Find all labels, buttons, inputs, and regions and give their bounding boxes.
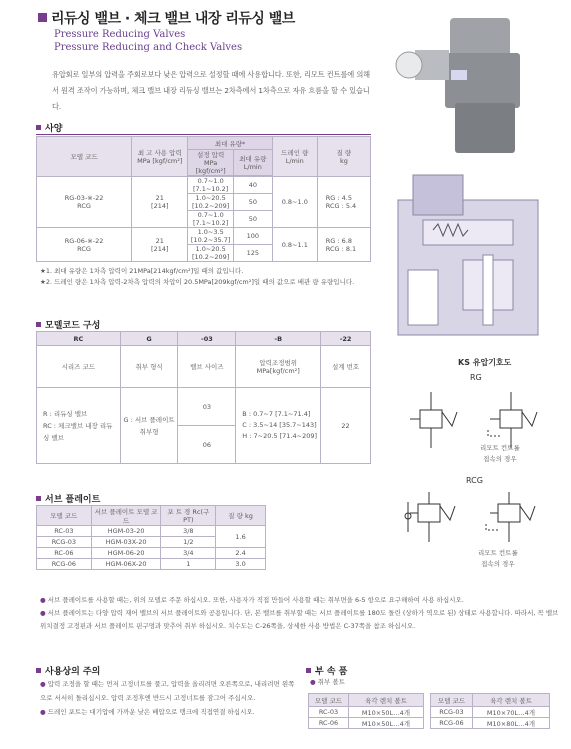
mc-label-range: 압력조정범위 MPa[kgf/cm²]: [236, 346, 321, 388]
bullet-icon: ●: [310, 678, 318, 686]
mc-size-06: 06: [178, 426, 236, 464]
spec-row1-pressure-kgf: [214]: [151, 202, 169, 210]
spec-row2-weight: [317, 228, 370, 262]
spec-row1-weight-rg: RG : 4.5: [325, 194, 352, 202]
section-square-icon: [36, 125, 41, 130]
acc-right-row2-model: RCG-06: [431, 718, 473, 729]
acc-left-header-bolt: 육각 렌치 볼트: [349, 694, 424, 707]
sp-row1-port: 3/8: [161, 526, 216, 537]
caution-title-text: 사용상의 주의: [45, 667, 101, 677]
spec-header-pressure-unit: MPa [kgf/cm²]: [137, 157, 183, 165]
subplate-notes: [40, 594, 560, 633]
spec-header-maxflow: [188, 137, 272, 150]
acc-left-row2-bolt: M10×50L…4개: [349, 718, 424, 729]
acc-left-row1-bolt: M10×50L…4개: [349, 707, 424, 718]
spec-header-setpressure: 설정 압력 MPa [kgf/cm²]: [188, 150, 233, 176]
bullet-icon: ●: [40, 596, 48, 604]
mc-code-mount: G: [120, 332, 178, 346]
spec-note-2: ★2. 드레인 량은 1차측 압력-2차측 압력의 차압이 20.5MPa[209kgf/cm²]일 때의 값으로 배관 량 유량입니다.: [40, 278, 355, 286]
spec-row1-drain: 0.8~1.0: [272, 177, 317, 228]
spec-row2-drain: 0.8~1.1: [272, 228, 317, 262]
acc-right-header-model: 모델 코드: [431, 694, 473, 707]
modelcode-title-text: 모델코드 구성: [45, 321, 101, 331]
spec-header-maxflow-label: 최대 유량: [214, 139, 243, 148]
modelcode-section-title: [36, 318, 100, 331]
mc-code-design: -22: [321, 332, 371, 346]
accessories-title-text: 부 속 품: [315, 667, 348, 677]
mc-mount-value: G : 서브 플레이트 취부형: [120, 388, 178, 464]
mc-label-series: 시리즈 코드: [37, 346, 121, 388]
spec-header-weight-label: 질 량: [336, 149, 352, 157]
mc-code-series: RC: [37, 332, 121, 346]
bullet-icon: ●: [40, 680, 48, 688]
sp-row1-weight: 1.6: [216, 526, 266, 548]
spec-row2-flow1: 100: [233, 228, 272, 245]
spec-row1-flow3: 50: [233, 211, 272, 228]
mc-label-mount: 취부 형식: [120, 346, 178, 388]
accessories-table-right: [430, 693, 550, 729]
mc-range-h: H : 7~20.5 [71.4~209]: [242, 432, 318, 440]
subplate-table: [36, 505, 266, 570]
sp-row1-plate: HGM-03-20: [91, 526, 161, 537]
spec-row1-pressure-val: 21: [155, 194, 164, 202]
caution-item-1-text: 압력 조정을 할 때는 먼저 고정너트를 풀고, 압력을 올리려면 오른쪽으로, 내리려면 왼쪽으로 서서히 돌리십시오. 압력 조정후엔 반드시 고정너트를 잠그어 주십시오.: [40, 680, 295, 702]
sp-header-model: 모델 코드: [37, 506, 92, 526]
spec-row2-pressure-kgf: [214]: [151, 244, 169, 253]
mc-range-values: [236, 388, 321, 464]
valve-photo: [395, 8, 535, 158]
acc-right-row1-bolt: M10×70L…4개: [473, 707, 550, 718]
rg-remote-note: [480, 443, 520, 465]
sp-row2-port: 1/2: [161, 537, 216, 548]
acc-right-header-bolt: 육각 렌치 볼트: [473, 694, 550, 707]
accessories-subtitle: [310, 677, 345, 688]
section-square-icon: [36, 496, 41, 501]
spec-header-pressure: [132, 137, 188, 177]
spec-row1-suffix: -03-※-22: [74, 194, 104, 202]
mc-size-03: 03: [178, 388, 236, 426]
spec-row1-flow1: 40: [233, 177, 272, 194]
spec-row1-model-b: RCG: [77, 202, 91, 210]
spec-row1-weight: [317, 177, 370, 228]
section-square-icon: [36, 322, 41, 327]
sp-row3-weight: 2.4: [216, 548, 266, 559]
cutaway-diagram: [393, 170, 543, 340]
rg-remote-text-1: 리모트 컨트롤: [480, 444, 520, 452]
spec-header-pressure-label: 최 고 사용 압력: [137, 149, 182, 157]
sp-row1-model: RC-03: [37, 526, 92, 537]
caution-item-2: [40, 705, 300, 719]
mc-range-b: B : 0.7~7 [7.1~71.4]: [242, 410, 311, 418]
spec-header-model: 모델 코드: [37, 137, 132, 177]
bullet-icon: ●: [40, 609, 48, 617]
spec-row2-set2: 1.0~20.5 [10.2~209]: [188, 245, 233, 262]
acc-left-row2-model: RC-06: [309, 718, 349, 729]
spec-row2-flow2: 125: [233, 245, 272, 262]
spec-row1-model-a: RG: [64, 194, 75, 202]
spec-row1-weight-rcg: RCG : 5.4: [325, 202, 357, 210]
sp-row2-model: RCG-03: [37, 537, 92, 548]
spec-note-1: ★1. 최대 유량은 1차측 압력이 21MPa[214kgf/cm²]일 때의 값입니다.: [40, 267, 244, 275]
sp-header-port: 포 트 경 Rc(구 PT): [161, 506, 216, 526]
mc-label-design: 설계 번호: [321, 346, 371, 388]
subplate-section-title: [36, 492, 100, 505]
rcg-symbol: [400, 492, 550, 552]
sp-row3-plate: HGM-06-20: [91, 548, 161, 559]
spec-row1-model: [37, 177, 132, 228]
subplate-note-1: [40, 594, 560, 607]
rcg-remote-text-2: 접속의 경우: [481, 560, 515, 568]
subplate-note-2-text: 서브 플레이트는 다양 압력 재어 밸브의 서브 플레이트와 공용입니다. 단, 본 밸브를 취부할 때는 서브 플레이트를 180도 돌린 (상하가 역으로 된) 상태로 사용합니다. 따라서, 꼭 밸브 위치결정 고정핀과 서브 플레이트 핀구멍과 맞추어 취부 하십시오. 치수도는 C-26쪽을, 상세한 사용 방법은 C-37쪽을 참조 하십시오.: [40, 609, 559, 630]
subplate-note-1-text: 서브 플레이트를 사용할 때는, 위의 모델로 주문 하십시오. 또한, 사용자가 직접 만들어 사용할 때는 취부면을 6-5 항으로 요구해하여 사용 하십시오.: [47, 596, 464, 604]
spec-row2-pressure-val: 21: [155, 236, 164, 245]
sp-row3-port: 3/4: [161, 548, 216, 559]
mc-label-size: 밸브 사이즈: [178, 346, 236, 388]
spec-row2-pressure: [132, 228, 188, 262]
acc-right-row1-model: RCG-03: [431, 707, 473, 718]
title-square-icon: [38, 13, 47, 22]
star1-icon: *: [242, 139, 246, 148]
caution-item-2-text: 드레인 포트는 대기압에 가까운 낮은 배압으로 탱크에 직접연결 하십시오.: [47, 708, 255, 716]
sp-row4-model: RCG-06: [37, 559, 92, 570]
rcg-remote-text-1: 리모트 컨트롤: [478, 549, 518, 557]
sp-header-weight: 질 량 kg: [216, 506, 266, 526]
spec-header-drain-unit: L/min: [285, 157, 304, 165]
spec-row2-weight-rcg: RCG : 8.1: [325, 244, 357, 253]
spec-header-flow: 최대 유량 L/min: [233, 150, 272, 176]
title-english-2: Pressure Reducing and Check Valves: [54, 42, 243, 53]
title-english-1: Pressure Reducing Valves: [54, 29, 186, 40]
spec-divider: [36, 134, 371, 135]
rg-remote-text-2: 접속의 경우: [483, 455, 517, 463]
spec-header-weight-unit: kg: [339, 157, 348, 165]
spec-table: [36, 136, 371, 262]
mc-code-size: -03: [178, 332, 236, 346]
sp-row4-weight: 3.0: [216, 559, 266, 570]
subplate-note-2: [40, 607, 560, 633]
accessories-table-left: [308, 693, 424, 729]
title-korean: 리듀싱 밸브 · 체크 밸브 내장 리듀싱 밸브: [51, 11, 295, 27]
caution-section-title: [36, 664, 100, 677]
spec-row2-weight-rg: RG : 6.8: [325, 236, 352, 245]
section-square-icon: [36, 668, 41, 673]
spec-title-text: 사양: [45, 124, 63, 134]
spec-row1-set3: 0.7~1.0 [7.1~10.2]: [188, 211, 233, 228]
section-square-icon: [306, 668, 311, 673]
spec-section-title: [36, 121, 62, 134]
sp-row3-model: RC-06: [37, 548, 92, 559]
accessories-section-title: [306, 664, 347, 677]
spec-row2-model-a: RG: [64, 236, 75, 245]
spec-row2-model: [37, 228, 132, 262]
mc-series-values: [37, 388, 121, 464]
spec-notes: [40, 266, 370, 288]
spec-row2-set1: 1.0~3.5 [10.2~35.7]: [188, 228, 233, 245]
symbol-rg-label: RG: [470, 373, 482, 382]
mc-code-range: -B: [236, 332, 321, 346]
spec-header-weight: [317, 137, 370, 177]
spec-row2-model-b: RCG: [77, 244, 91, 253]
intro-text: 유압회로 일부의 압력을 주회로보다 낮은 압력으로 설정할 때에 사용합니다. 또한, 리모트 컨트롤에 의해서 원격 조작이 가능하며, 체크 밸브 내장 리듀싱 밸브는 2차측에서 1차측으로 자유 흐름을 할 수 있습니다.: [52, 70, 371, 111]
acc-right-row2-bolt: M10×80L…4개: [473, 718, 550, 729]
modelcode-table: [36, 331, 371, 464]
sp-row2-plate: HGM-03X-20: [91, 537, 161, 548]
spec-header-drain-label: 드레인 량: [281, 149, 309, 157]
spec-row2-suffix: -06-※-22: [74, 236, 104, 245]
symbol-rcg-label: RCG: [466, 476, 483, 485]
symbols-title: KS 유압기호도: [458, 358, 512, 367]
spec-header-drain: [272, 137, 317, 177]
acc-left-header-model: 모델 코드: [309, 694, 349, 707]
caution-item-1: [40, 677, 300, 705]
sp-header-plate: 서브 플레이트 모델 코드: [91, 506, 161, 526]
sp-row4-port: 1: [161, 559, 216, 570]
spec-row1-set2: 1.0~20.5 [10.2~209]: [188, 194, 233, 211]
sp-row4-plate: HGM-06X-20: [91, 559, 161, 570]
bullet-icon: ●: [40, 708, 48, 716]
rg-symbol: [400, 390, 550, 460]
mc-series-rc: RC : 체크밸브 내장 리듀싱 밸브: [43, 421, 113, 442]
mc-design-value: 22: [321, 388, 371, 464]
spec-row1-flow2: 50: [233, 194, 272, 211]
subplate-title-text: 서브 플레이트: [45, 495, 101, 505]
accessories-sub-text: 취부 볼트: [317, 678, 345, 686]
page-title: [38, 8, 295, 28]
rcg-remote-note: [478, 548, 518, 570]
caution-list: [40, 677, 300, 719]
spec-row1-set1: 0.7~1.0 [7.1~10.2]: [188, 177, 233, 194]
acc-left-row1-model: RC-03: [309, 707, 349, 718]
mc-series-r: R : 리듀싱 밸브: [43, 409, 88, 418]
spec-row1-pressure: [132, 177, 188, 228]
mc-range-c: C : 3.5~14 [35.7~143]: [242, 421, 317, 429]
